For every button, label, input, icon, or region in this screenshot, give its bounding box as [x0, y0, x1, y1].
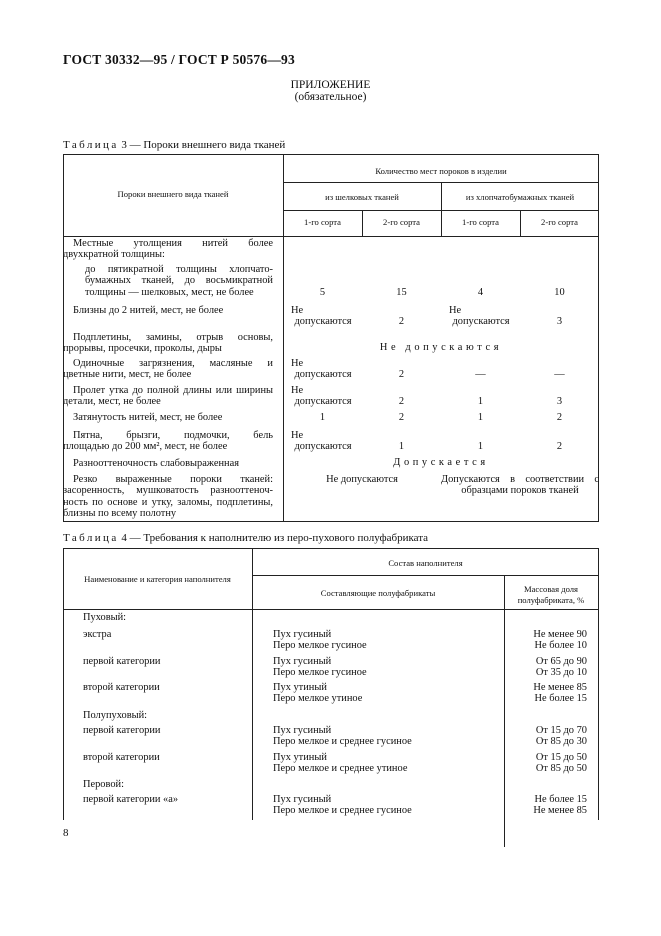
group-title: Полупуховый: — [83, 710, 148, 721]
table-row: Разнооттеночность слабовыраженная — [73, 458, 239, 469]
table-cell: 10 — [554, 287, 565, 298]
table-cell: — — [554, 369, 565, 380]
list-item: Пух утиный — [273, 752, 327, 763]
col-components-header: Составляющие полуфабрикаты — [320, 588, 436, 598]
table-cell: 2 — [398, 412, 405, 423]
list-item: Перо мелкое гусиное — [273, 640, 367, 651]
list-item: Не более 15 — [534, 794, 587, 805]
list-item: Перо мелкое утиное — [273, 693, 363, 704]
table-cell: Не допускаются — [291, 358, 352, 381]
list-item: Не менее 90 — [533, 629, 587, 640]
col-mass-header: Массовая доля полуфабриката, % — [517, 584, 585, 605]
group-title: Перовой: — [83, 779, 124, 790]
col-composition-header: Состав наполнителя — [388, 558, 463, 568]
table-row: Пятна, брызги, подмочки, бель — [73, 430, 273, 441]
table-cell: 2 — [556, 441, 563, 452]
table-row: Резко выраженные пороки тканей: засоренность, мушковатость разнооттеноч-ность по основе и утку, заломы, подплетины, близны по всему полотну — [63, 474, 273, 520]
table3-caption: Таблица 3 — Пороки внешнего вида тканей — [63, 139, 286, 151]
page-number: 8 — [63, 827, 69, 839]
col-cotton-grade2: 2-го сорта — [541, 217, 578, 227]
col-silk-header: из шелковых тканей — [325, 192, 399, 202]
table-row: Пролет утка до полной длины или ширины детали, мест, не более — [63, 385, 273, 408]
document-header: ГОСТ 30332—95 / ГОСТ Р 50576—93 — [63, 52, 295, 67]
list-item: Не менее 85 — [533, 682, 587, 693]
col-silk-grade1: 1-го сорта — [304, 217, 341, 227]
list-item: Перо мелкое гусиное — [273, 667, 367, 678]
table-cell: 1 — [398, 441, 405, 452]
list-item: От 15 до 70 — [535, 725, 587, 736]
list-item: От 15 до 50 — [535, 752, 587, 763]
col-cotton-header: из хлопчатобумажных тканей — [465, 192, 575, 202]
table4 — [63, 548, 599, 820]
col-cotton-grade1: 1-го сорта — [462, 217, 499, 227]
table-cell: 1 — [477, 412, 484, 423]
table-cell: Не допускаются — [291, 305, 352, 328]
table-cell: 1 — [319, 412, 326, 423]
table-row: до пятикратной толщины хлопчато-бумажных тканей, до восьмикратной толщины — шелковых, мест, не более — [85, 264, 273, 298]
list-item: Не более 15 — [534, 693, 587, 704]
list-item: Пух гусиный — [273, 725, 332, 736]
list-item: От 65 до 90 — [535, 656, 587, 667]
table-row: Местные утолщения нитей более двухкратной толщины: — [63, 238, 273, 261]
table-cell: 2 — [398, 369, 405, 380]
list-item: Пух гусиный — [273, 629, 332, 640]
list-item: От 35 до 10 — [535, 667, 587, 678]
col-name-header: Наименование и категория наполнителя — [84, 574, 231, 584]
list-item: первой категории — [83, 725, 161, 736]
group-title: Пуховый: — [83, 612, 127, 623]
table-cell: 4 — [477, 287, 484, 298]
table-row: Одиночные загрязнения, масляные и цветные нити, мест, не более — [63, 358, 273, 381]
list-item: Пух утиный — [273, 682, 327, 693]
list-item: Не менее 85 — [533, 805, 587, 816]
table-cell: 2 — [556, 412, 563, 423]
table-cell: 2 — [398, 396, 405, 407]
table-cell: Не допускаются — [291, 430, 352, 453]
table-cell: Допускается — [393, 457, 489, 468]
table-cell: Не допускаются — [326, 474, 398, 485]
list-item: Не более 10 — [534, 640, 587, 651]
table-cell: Не допускаются — [379, 342, 503, 353]
col-count-header: Количество мест пороков в изделии — [375, 166, 507, 176]
table-cell: 3 — [556, 316, 563, 327]
table-cell: 1 — [477, 396, 484, 407]
list-item: первой категории — [83, 656, 161, 667]
table-cell: 15 — [396, 287, 407, 298]
col-silk-grade2: 2-го сорта — [383, 217, 420, 227]
list-item: второй категории — [83, 682, 160, 693]
table3 — [63, 154, 599, 522]
table-cell: 2 — [398, 316, 405, 327]
list-item: Пух гусиный — [273, 794, 332, 805]
table-cell: 3 — [556, 396, 563, 407]
list-item: Пух гусиный — [273, 656, 332, 667]
table-cell: Не допускаются — [291, 385, 352, 408]
list-item: От 85 до 50 — [535, 763, 587, 774]
col-defects-header: Пороки внешнего вида тканей — [117, 189, 229, 199]
table-row: Подплетины, замины, отрыв основы, прорывы, просечки, проколы, дыры — [63, 332, 273, 355]
table-row: площадью до 200 мм², мест, не более — [63, 441, 228, 452]
list-item: Перо мелкое и среднее утиное — [273, 763, 408, 774]
list-item: Перо мелкое и среднее гусиное — [273, 805, 412, 816]
appendix-title: ПРИЛОЖЕНИЕ — [290, 79, 371, 91]
table-cell: Допускаются в соответствии с образцами пороков тканей — [441, 474, 599, 497]
table4-caption: Таблица 4 — Требования к наполнителю из перо-пухового полуфабриката — [63, 532, 429, 544]
list-item: экстра — [83, 629, 112, 640]
table-row: Близны до 2 нитей, мест, не более — [73, 305, 224, 316]
table-cell: 1 — [477, 441, 484, 452]
list-item: От 85 до 30 — [535, 736, 587, 747]
appendix-subtitle: (обязательное) — [294, 91, 367, 103]
table-row: Затянутость нитей, мест, не более — [73, 412, 223, 423]
table-cell: Не допускаются — [449, 305, 510, 328]
list-item: первой категории «а» — [83, 794, 179, 805]
table-cell: — — [475, 369, 486, 380]
list-item: второй категории — [83, 752, 160, 763]
table-cell: 5 — [319, 287, 326, 298]
list-item: Перо мелкое и среднее гусиное — [273, 736, 412, 747]
